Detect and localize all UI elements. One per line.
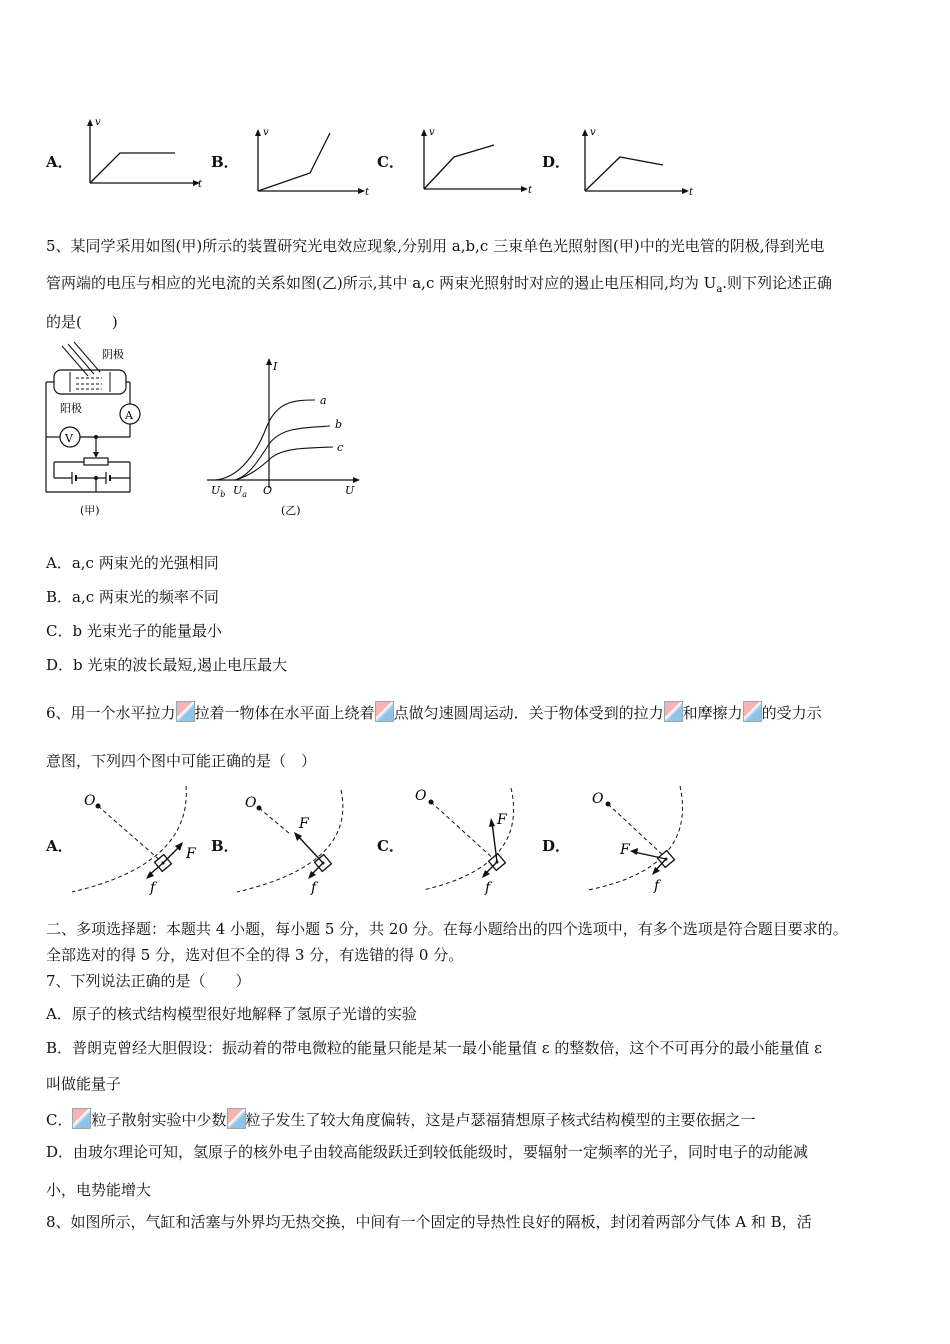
q4-label-d: D． bbox=[542, 153, 571, 171]
q5-figure-yi bbox=[205, 352, 365, 522]
q4-graph-c bbox=[414, 125, 534, 197]
q5-yi-caption: (乙) bbox=[281, 504, 301, 517]
q5-yi-curve-a: a bbox=[320, 394, 327, 407]
q7-option-b-line2: 叫做能量子 bbox=[46, 1075, 122, 1093]
q4-graph-d bbox=[575, 125, 700, 197]
q4-b-axis-t: t bbox=[365, 187, 370, 198]
q7-option-c-label: C． bbox=[46, 1111, 73, 1129]
section2-line1: 二、多项选择题：本题共 4 小题，每小题 5 分，共 20 分。在每小题给出的四个选项中，有多个选项是符合题目要求的。 bbox=[46, 920, 848, 938]
q6-diagram-c bbox=[405, 784, 535, 896]
formula-image-icon bbox=[227, 1108, 246, 1129]
q4-d-axis-v: v bbox=[590, 127, 596, 138]
q6-diagram-a bbox=[70, 784, 200, 896]
q6-a-point-o: O bbox=[84, 793, 96, 809]
q6-b-force-f: F bbox=[299, 816, 309, 832]
q4-c-axis-t: t bbox=[528, 185, 533, 196]
q5-stem-line2-sub: a bbox=[716, 284, 723, 295]
q5-stem-line2-end: .则下列论述正确 bbox=[722, 274, 833, 292]
q6-diagram-b bbox=[235, 784, 365, 896]
q4-d-axis-t: t bbox=[689, 187, 694, 198]
formula-image-icon bbox=[664, 701, 683, 722]
q6-diagram-d bbox=[580, 784, 710, 896]
q6-stem-line1 bbox=[46, 701, 822, 723]
q6-label-c: C． bbox=[377, 837, 404, 855]
q6-stem-part-c: 点做匀速圆周运动．关于物体受到的拉力 bbox=[393, 704, 664, 722]
q5-yi-ub-sub: b bbox=[220, 490, 226, 499]
q7-option-c-part-b: 粒子散射实验中少数 bbox=[91, 1111, 227, 1129]
q5-yi-ua-main: U bbox=[233, 484, 243, 497]
q5-stem-line2 bbox=[46, 273, 832, 300]
q6-c-point-o: O bbox=[415, 788, 427, 804]
formula-image-icon bbox=[743, 701, 762, 722]
q6-a-friction-f: f bbox=[150, 880, 156, 896]
q5-option-d: D．b 光束的波长最短,遏止电压最大 bbox=[46, 656, 288, 674]
q4-c-axis-v: v bbox=[429, 127, 435, 138]
q6-stem-part-e: 的受力示 bbox=[761, 704, 822, 722]
q6-d-friction-f: f bbox=[654, 878, 660, 894]
q5-jia-voltmeter: V bbox=[65, 432, 73, 445]
q5-option-a: A．a,c 两束光的光强相同 bbox=[46, 554, 219, 572]
q5-yi-origin: O bbox=[263, 484, 273, 497]
q6-stem-part-b: 拉着一物体在水平面上绕着 bbox=[194, 704, 375, 722]
q4-a-axis-v: v bbox=[95, 117, 101, 128]
q6-c-friction-f: f bbox=[485, 880, 491, 896]
q5-stem-line1: 5、某同学采用如图(甲)所示的装置研究光电效应现象,分别用 a,b,c 三束单色光照射图(甲)中的光电管的阴极,得到光电 bbox=[46, 237, 825, 255]
q6-label-a: A． bbox=[46, 837, 73, 855]
q5-yi-axis-u: U bbox=[345, 484, 355, 497]
q7-option-b-line1: B．普朗克曾经大胆假设：振动着的带电微粒的能量只能是某一最小能量值 ε 的整数倍，这个不可再分的最小能量值 ε bbox=[46, 1039, 822, 1057]
q7-option-a: A．原子的核式结构模型很好地解释了氢原子光谱的实验 bbox=[46, 1005, 417, 1023]
q5-jia-cathode: 阴极 bbox=[102, 348, 124, 361]
q5-option-b: B．a,c 两束光的频率不同 bbox=[46, 588, 219, 606]
q7-option-c bbox=[46, 1108, 756, 1130]
q5-yi-curve-c: c bbox=[337, 441, 344, 454]
q5-yi-ua bbox=[233, 484, 247, 499]
q5-yi-axis-i: I bbox=[273, 360, 278, 373]
q4-graph-a bbox=[80, 115, 205, 190]
q6-label-d: D． bbox=[542, 837, 571, 855]
q4-b-axis-v: v bbox=[263, 127, 269, 138]
q6-b-point-o: O bbox=[245, 795, 257, 811]
formula-image-icon bbox=[72, 1108, 91, 1129]
q5-yi-ua-sub: a bbox=[242, 490, 248, 499]
q6-stem-part-d: 和摩擦力 bbox=[682, 704, 743, 722]
q6-d-force-f: F bbox=[620, 842, 630, 858]
q4-graph-b bbox=[248, 125, 373, 197]
q5-yi-curve-b: b bbox=[335, 418, 343, 431]
q5-stem-line3: 的是( ) bbox=[46, 313, 118, 331]
q8-stem-line1: 8、如图所示，气缸和活塞与外界均无热交换，中间有一个固定的导热性良好的隔板，封闭着两部分气体 A 和 B，活 bbox=[46, 1213, 812, 1231]
section2-line2: 全部选对的得 5 分，选对但不全的得 3 分，有选错的得 0 分。 bbox=[46, 946, 464, 964]
q7-option-d-line2: 小，电势能增大 bbox=[46, 1181, 152, 1199]
formula-image-icon bbox=[176, 701, 195, 722]
q6-c-force-f: F bbox=[497, 812, 507, 828]
q6-a-force-f: F bbox=[186, 846, 196, 862]
q4-label-c: C． bbox=[377, 153, 404, 171]
q4-a-axis-t: t bbox=[198, 179, 203, 190]
formula-image-icon bbox=[375, 701, 394, 722]
q5-option-c: C．b 光束光子的能量最小 bbox=[46, 622, 222, 640]
q4-label-a: A． bbox=[46, 153, 73, 171]
q5-stem-line2-text: 管两端的电压与相应的光电流的关系如图(乙)所示,其中 a,c 两束光照射时对应的遏止电压相同,均为 U bbox=[46, 274, 717, 292]
q6-b-friction-f: f bbox=[311, 880, 317, 896]
q6-d-point-o: O bbox=[592, 791, 604, 807]
q5-yi-ub-main: U bbox=[211, 484, 221, 497]
q5-yi-ub bbox=[211, 484, 225, 499]
q6-label-b: B． bbox=[211, 837, 239, 855]
q6-stem-part-a: 6、用一个水平拉力 bbox=[46, 704, 176, 722]
q7-option-d-line1: D．由玻尔理论可知，氢原子的核外电子由较高能级跃迁到较低能级时，要辐射一定频率的光子，同时电子的动能减 bbox=[46, 1143, 809, 1161]
q5-jia-caption: (甲) bbox=[80, 504, 100, 517]
q5-jia-ammeter: A bbox=[125, 409, 133, 422]
q4-label-b: B． bbox=[211, 153, 239, 171]
q5-jia-anode: 阳极 bbox=[60, 402, 82, 415]
q7-stem: 7、下列说法正确的是（ ） bbox=[46, 972, 251, 990]
q7-option-c-part-c: 粒子发生了较大角度偏转，这是卢瑟福猜想原子核式结构模型的主要依据之一 bbox=[245, 1111, 756, 1129]
q6-stem-line2: 意图，下列四个图中可能正确的是（ ） bbox=[46, 752, 317, 770]
q5-figure-jia bbox=[40, 342, 150, 522]
